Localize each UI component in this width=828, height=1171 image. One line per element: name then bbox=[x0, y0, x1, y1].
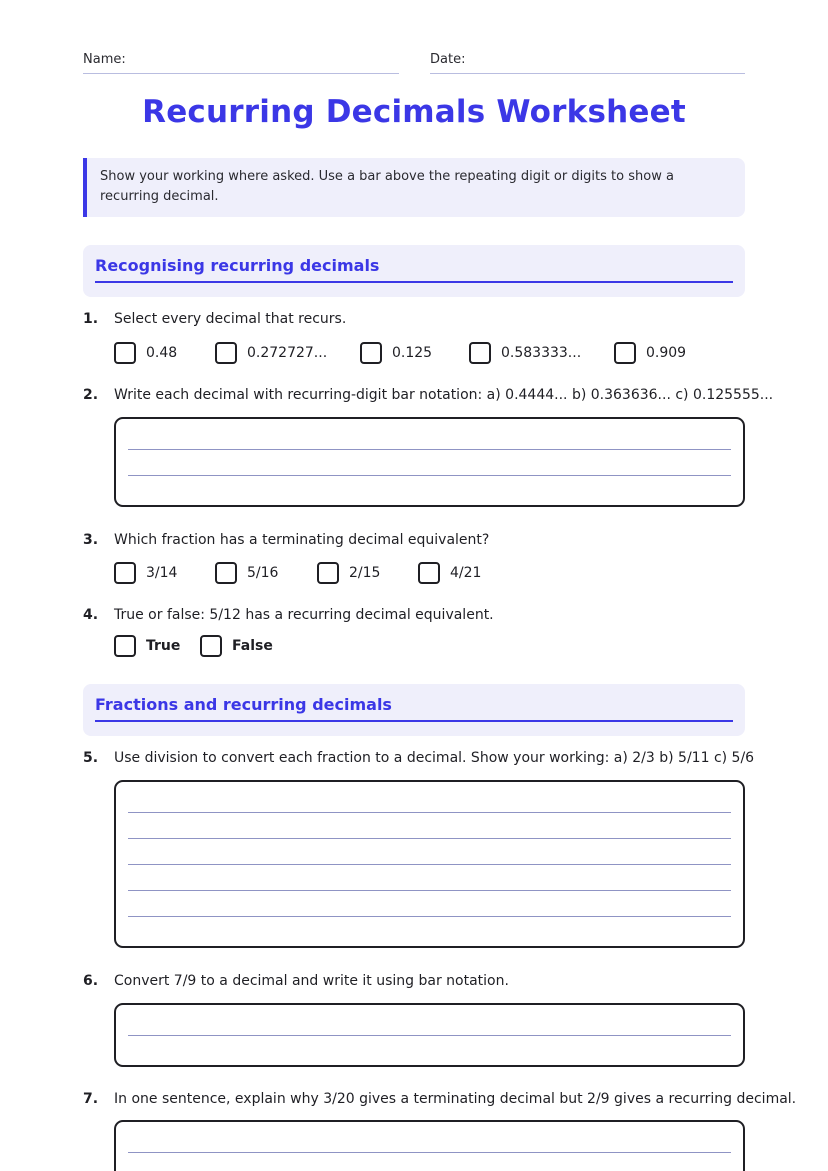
instructions-text: Show your working where asked. Use a bar above the repeating digit or digits to show a recurring decimal. bbox=[100, 169, 674, 204]
question-number: 3. bbox=[83, 532, 99, 548]
option-0-48[interactable] bbox=[114, 342, 177, 364]
answer-box[interactable] bbox=[114, 417, 745, 507]
option-0-583333[interactable] bbox=[469, 342, 581, 364]
date-label: Date: bbox=[430, 52, 466, 67]
option-false[interactable] bbox=[200, 635, 273, 657]
answer-line bbox=[128, 1152, 731, 1153]
question-number: 7. bbox=[83, 1091, 99, 1107]
option-label: False bbox=[232, 638, 273, 654]
section-divider bbox=[95, 720, 733, 722]
checkbox[interactable] bbox=[469, 342, 491, 364]
option-0-272727[interactable] bbox=[215, 342, 327, 364]
section-title: Fractions and recurring decimals bbox=[95, 695, 392, 714]
question-text: Select every decimal that recurs. bbox=[114, 311, 347, 327]
instructions-box bbox=[83, 158, 745, 217]
question-number: 1. bbox=[83, 311, 99, 327]
question-text: Convert 7/9 to a decimal and write it using bar notation. bbox=[114, 973, 509, 989]
section-divider bbox=[95, 281, 733, 283]
question-text: True or false: 5/12 has a recurring decimal equivalent. bbox=[114, 607, 494, 623]
question-text: In one sentence, explain why 3/20 gives a terminating decimal but 2/9 gives a recurring decimal. bbox=[114, 1091, 797, 1107]
option-2-15[interactable] bbox=[317, 562, 380, 584]
checkbox[interactable] bbox=[114, 562, 136, 584]
section-header-fractions bbox=[83, 684, 745, 736]
option-label: 0.125 bbox=[392, 345, 433, 361]
option-true[interactable] bbox=[114, 635, 180, 657]
option-0-125[interactable] bbox=[360, 342, 432, 364]
section-title: Recognising recurring decimals bbox=[95, 256, 380, 275]
answer-line bbox=[128, 449, 731, 450]
checkbox[interactable] bbox=[614, 342, 636, 364]
option-label: 0.272727... bbox=[247, 345, 328, 361]
question-number: 2. bbox=[83, 387, 99, 403]
name-label: Name: bbox=[83, 52, 126, 67]
option-4-21[interactable] bbox=[418, 562, 481, 584]
answer-line bbox=[128, 864, 731, 865]
answer-line bbox=[128, 1035, 731, 1036]
checkbox[interactable] bbox=[114, 635, 136, 657]
section-header-recognising bbox=[83, 245, 745, 297]
answer-box[interactable] bbox=[114, 1003, 745, 1067]
answer-line bbox=[128, 890, 731, 891]
name-field[interactable] bbox=[83, 52, 399, 74]
option-3-14[interactable] bbox=[114, 562, 177, 584]
question-text: Write each decimal with recurring-digit bar notation: a) 0.4444... b) 0.363636... c) 0.125555... bbox=[114, 387, 774, 403]
answer-box[interactable] bbox=[114, 780, 745, 948]
question-text: Use division to convert each fraction to a decimal. Show your working: a) 2/3 b) 5/11 c) 5/6 bbox=[114, 750, 755, 766]
date-field[interactable] bbox=[430, 52, 745, 74]
option-0-909[interactable] bbox=[614, 342, 686, 364]
checkbox[interactable] bbox=[215, 562, 237, 584]
answer-line bbox=[128, 812, 731, 813]
answer-box[interactable] bbox=[114, 1120, 745, 1171]
checkbox[interactable] bbox=[200, 635, 222, 657]
checkbox[interactable] bbox=[114, 342, 136, 364]
worksheet-title: Recurring Decimals Worksheet bbox=[142, 94, 686, 130]
question-number: 4. bbox=[83, 607, 99, 623]
option-label: 4/21 bbox=[450, 565, 482, 581]
checkbox[interactable] bbox=[317, 562, 339, 584]
checkbox[interactable] bbox=[215, 342, 237, 364]
answer-line bbox=[128, 916, 731, 917]
option-label: 0.583333... bbox=[501, 345, 582, 361]
option-label: 2/15 bbox=[349, 565, 381, 581]
answer-line bbox=[128, 838, 731, 839]
option-label: True bbox=[146, 638, 181, 654]
option-5-16[interactable] bbox=[215, 562, 278, 584]
checkbox[interactable] bbox=[418, 562, 440, 584]
option-label: 0.909 bbox=[646, 345, 687, 361]
question-number: 6. bbox=[83, 973, 99, 989]
option-label: 5/16 bbox=[247, 565, 279, 581]
answer-line bbox=[128, 475, 731, 476]
question-number: 5. bbox=[83, 750, 99, 766]
question-text: Which fraction has a terminating decimal equivalent? bbox=[114, 532, 490, 548]
option-label: 0.48 bbox=[146, 345, 178, 361]
option-label: 3/14 bbox=[146, 565, 178, 581]
checkbox[interactable] bbox=[360, 342, 382, 364]
